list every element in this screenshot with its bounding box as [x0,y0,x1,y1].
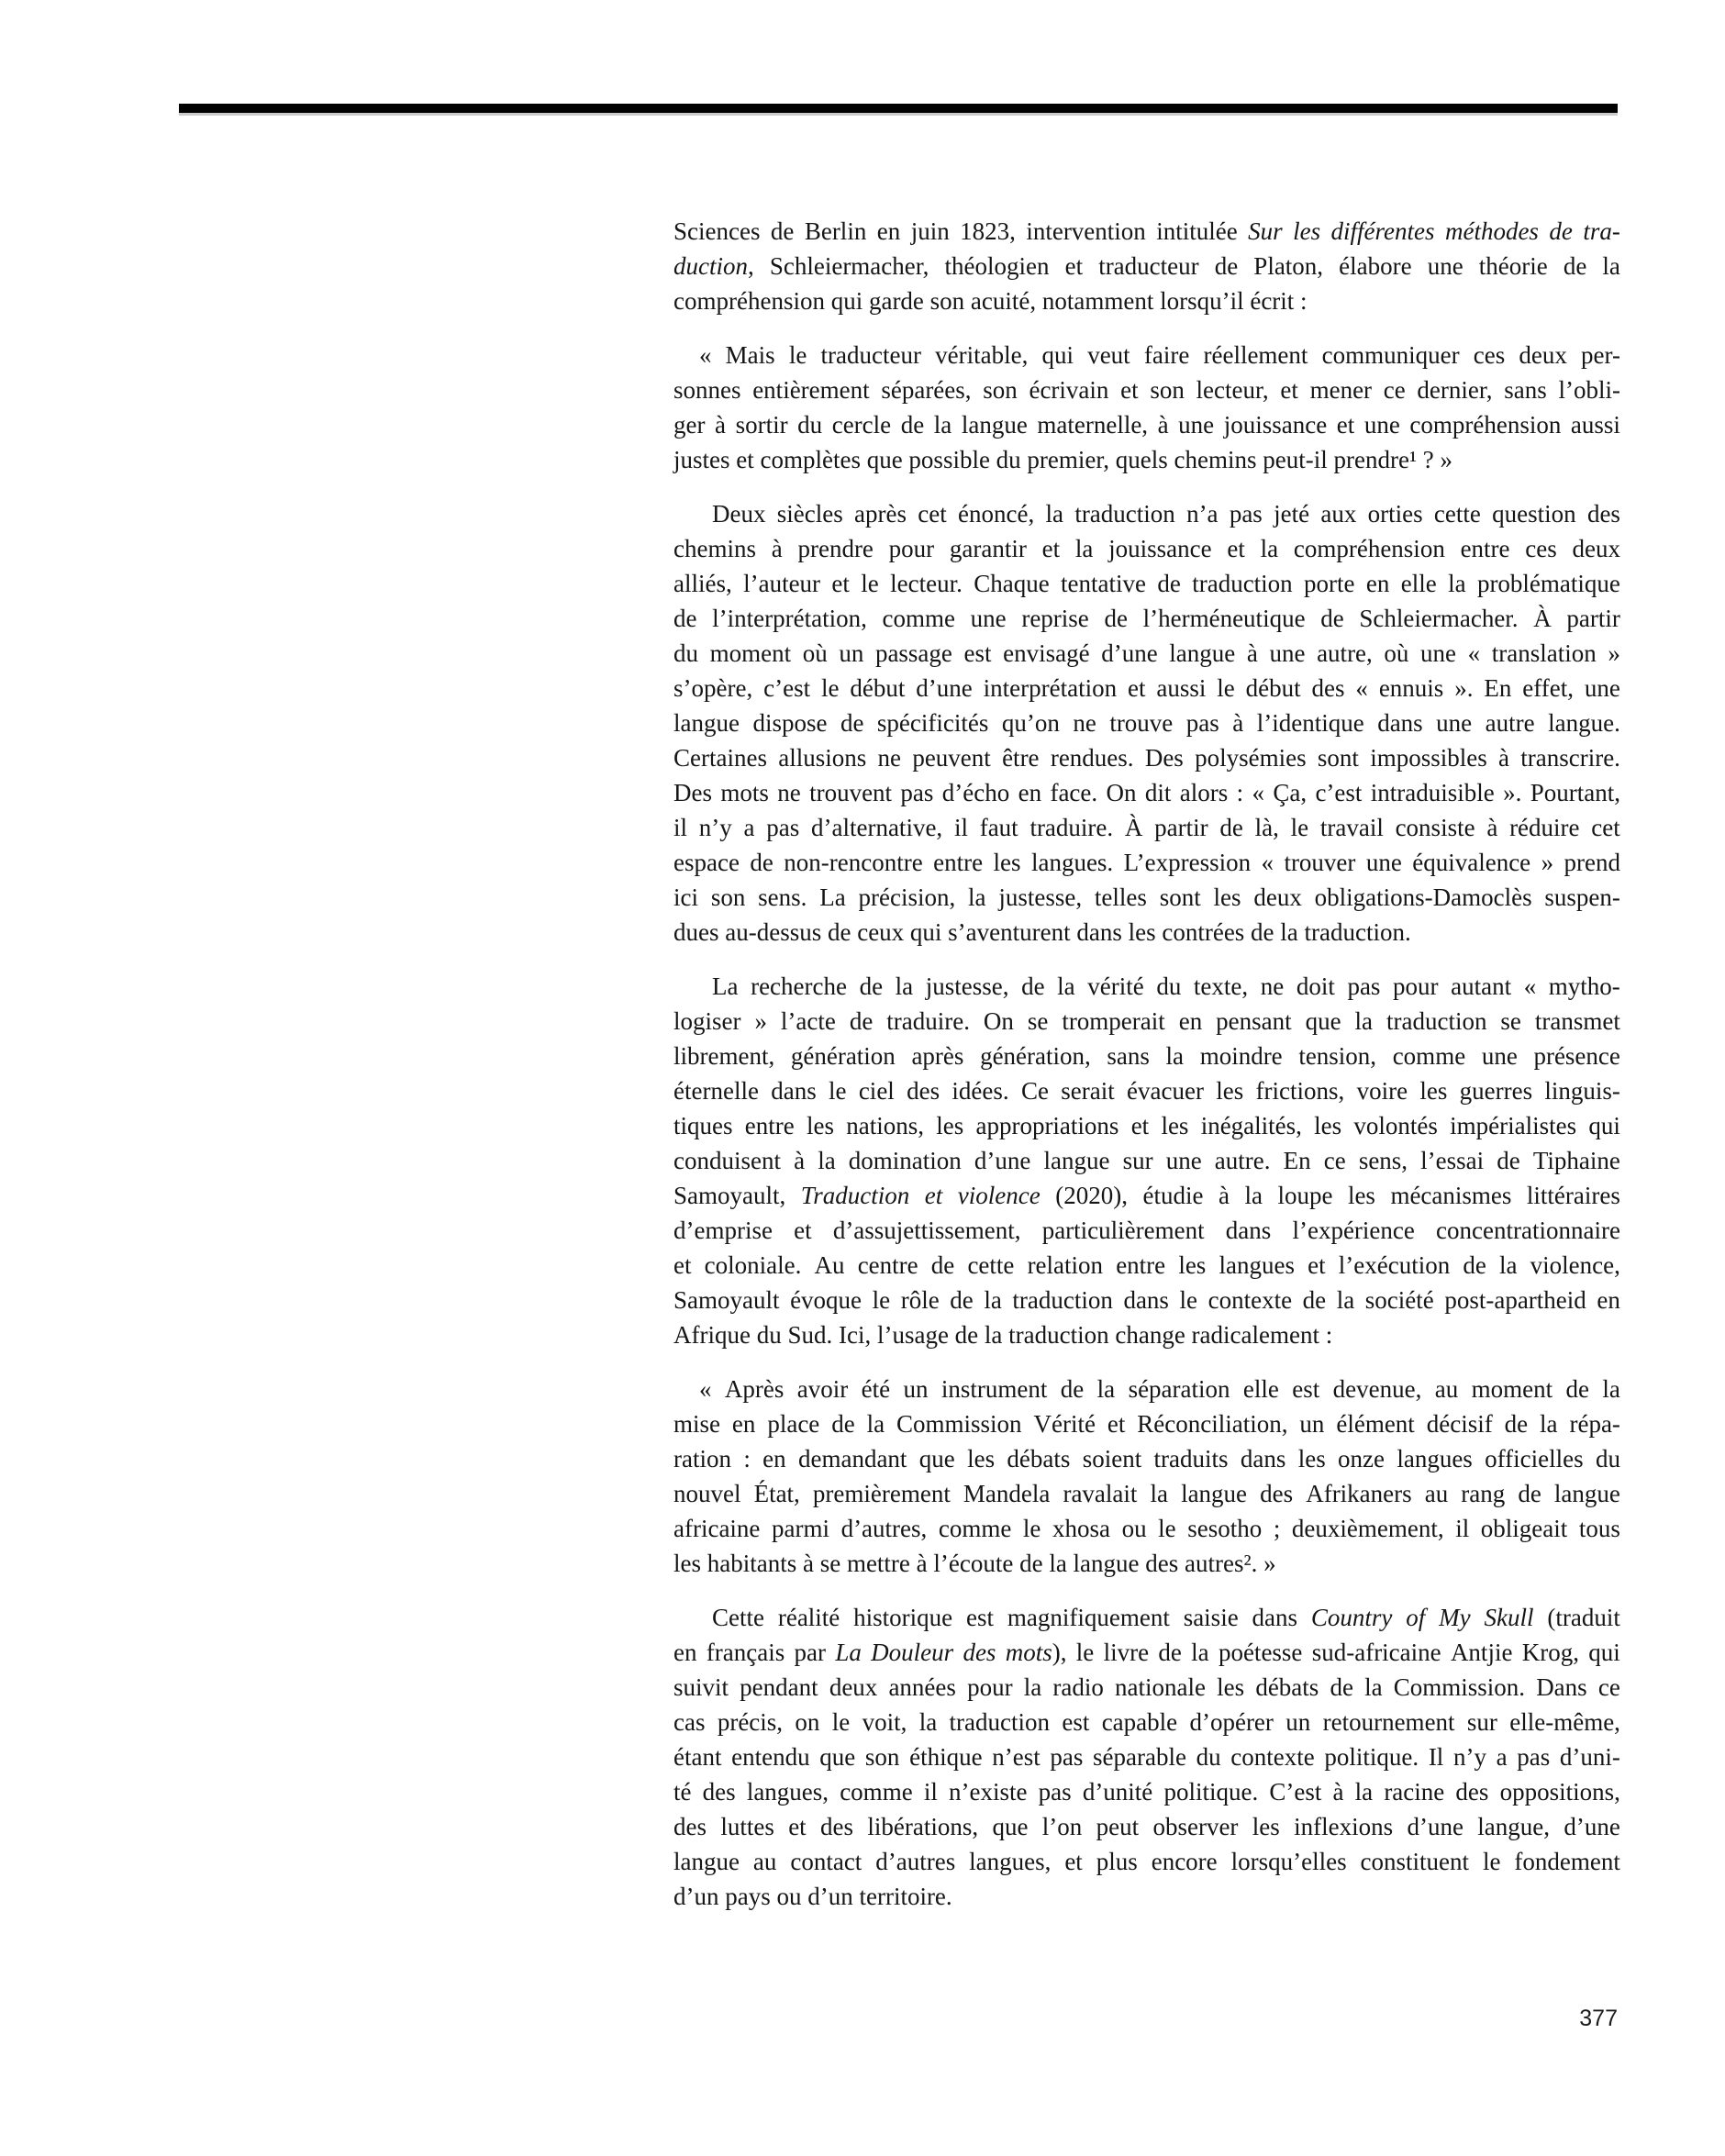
text-column [673,214,1620,1914]
text-line: ration : en demandant que les débats soient traduits dans les onze langues officielles du [673,1445,1620,1473]
text-line: justes et complètes que possible du premier, quels chemins peut-il prendre¹ ? » [673,446,1453,473]
paragraph [673,214,1620,318]
text-line: s’opère, c’est le début d’une interprétation et aussi le début des « ennuis ». En effet, une [673,674,1620,702]
text-line: éternelle dans le ciel des idées. Ce serait évacuer les frictions, voire les guerres linguis- [673,1077,1620,1105]
text-line: dues au-dessus de ceux qui s’aventurent dans les contrées de la traduction. [673,918,1411,946]
text-line: africaine parmi d’autres, comme le xhosa ou le sesotho ; deuxièmement, il obligeait tous [673,1515,1620,1542]
text-line: des luttes et des libérations, que l’on peut observer les inflexions d’une langue, d’une [673,1813,1620,1840]
text-line: ger à sortir du cercle de la langue maternelle, à une jouissance et une compréhension aussi [673,411,1620,439]
text-line: il n’y a pas d’alternative, il faut traduire. À partir de là, le travail consiste à réduire cet [673,814,1620,841]
text-line: Deux siècles après cet énoncé, la traduction n’a pas jeté aux orties cette question des [712,500,1620,528]
text-line: d’emprise et d’assujettissement, particulièrement dans l’expérience concentrationnaire [673,1217,1620,1244]
text-line: ici son sens. La précision, la justesse, telles sont les deux obligations-Damoclès suspen- [673,884,1620,911]
text-line: nouvel État, premièrement Mandela ravalait la langue des Afrikaners au rang de langue [673,1480,1620,1507]
text-line: Sciences de Berlin en juin 1823, intervention intitulée Sur les différentes méthodes de tra- [673,217,1620,245]
text-line: espace de non-rencontre entre les langues. L’expression « trouver une équivalence » prend [673,849,1620,876]
text-line: librement, génération après génération, sans la moindre tension, comme une présence [673,1042,1620,1070]
page-number: 377 [1579,2006,1618,2031]
text-line: « Mais le traducteur véritable, qui veut faire réellement communiquer ces deux per- [699,341,1620,369]
text-line: Des mots ne trouvent pas d’écho en face. On dit alors : « Ça, c’est intraduisible ». Pourtant, [673,779,1620,806]
top-rule [179,104,1618,113]
text-line: Samoyault évoque le rôle de la traduction dans le contexte de la société post-apartheid en [673,1286,1620,1314]
text-line: alliés, l’auteur et le lecteur. Chaque tentative de traduction porte en elle la problématique [673,570,1620,597]
block-quote [673,1372,1620,1581]
text-line: mise en place de la Commission Vérité et Réconciliation, un élément décisif de la répa- [673,1410,1620,1438]
text-line: logiser » l’acte de traduire. On se tromperait en pensant que la traduction se transmet [673,1007,1620,1035]
text-line: sonnes entièrement séparées, son écrivain et son lecteur, et mener ce dernier, sans l’obli- [673,376,1620,404]
text-line: tiques entre les nations, les appropriations et les inégalités, les volontés impérialistes qui [673,1112,1620,1139]
paragraph [673,969,1620,1352]
text-line: en français par La Douleur des mots), le livre de la poétesse sud-africaine Antjie Krog, qui [673,1639,1620,1666]
text-line: té des langues, comme il n’existe pas d’unité politique. C’est à la racine des oppositions, [673,1778,1620,1806]
text-line: « Après avoir été un instrument de la séparation elle est devenue, au moment de la [699,1375,1620,1403]
text-line: Afrique du Sud. Ici, l’usage de la traduction change radicalement : [673,1321,1333,1349]
paragraph [673,496,1620,950]
text-line: Certaines allusions ne peuvent être rendues. Des polysémies sont impossibles à transcrire. [673,744,1620,772]
text-line: étant entendu que son éthique n’est pas séparable du contexte politique. Il n’y a pas d’uni- [673,1743,1620,1771]
text-line: cas précis, on le voit, la traduction est capable d’opérer un retournement sur elle-même, [673,1708,1620,1736]
text-line: La recherche de la justesse, de la vérité du texte, ne doit pas pour autant « mytho- [712,972,1620,1000]
text-line: d’un pays ou d’un territoire. [673,1883,952,1910]
text-line: langue dispose de spécificités qu’on ne trouve pas à l’identique dans une autre langue. [673,709,1620,737]
paragraph [673,1600,1620,1914]
block-quote [673,338,1620,477]
text-line: chemins à prendre pour garantir et la jouissance et la compréhension entre ces deux [673,535,1620,562]
text-line: Cette réalité historique est magnifiquement saisie dans Country of My Skull (traduit [712,1604,1620,1631]
text-line: compréhension qui garde son acuité, notamment lorsqu’il écrit : [673,287,1308,315]
text-line: les habitants à se mettre à l’écoute de la langue des autres². » [673,1550,1276,1577]
text-line: et coloniale. Au centre de cette relation entre les langues et l’exécution de la violence, [673,1251,1620,1279]
text-line: Samoyault, Traduction et violence (2020), étudie à la loupe les mécanismes littéraires [673,1182,1620,1209]
text-line: conduisent à la domination d’une langue sur une autre. En ce sens, l’essai de Tiphaine [673,1147,1620,1174]
text-line: langue au contact d’autres langues, et plus encore lorsqu’elles constituent le fondement [673,1848,1620,1875]
text-line: de l’interprétation, comme une reprise de l’herméneutique de Schleiermacher. À partir [673,605,1620,632]
text-line: duction, Schleiermacher, théologien et traducteur de Platon, élabore une théorie de la [673,252,1620,280]
text-line: suivit pendant deux années pour la radio nationale les débats de la Commission. Dans ce [673,1673,1620,1701]
text-line: du moment où un passage est envisagé d’une langue à une autre, où une « translation » [673,639,1620,667]
